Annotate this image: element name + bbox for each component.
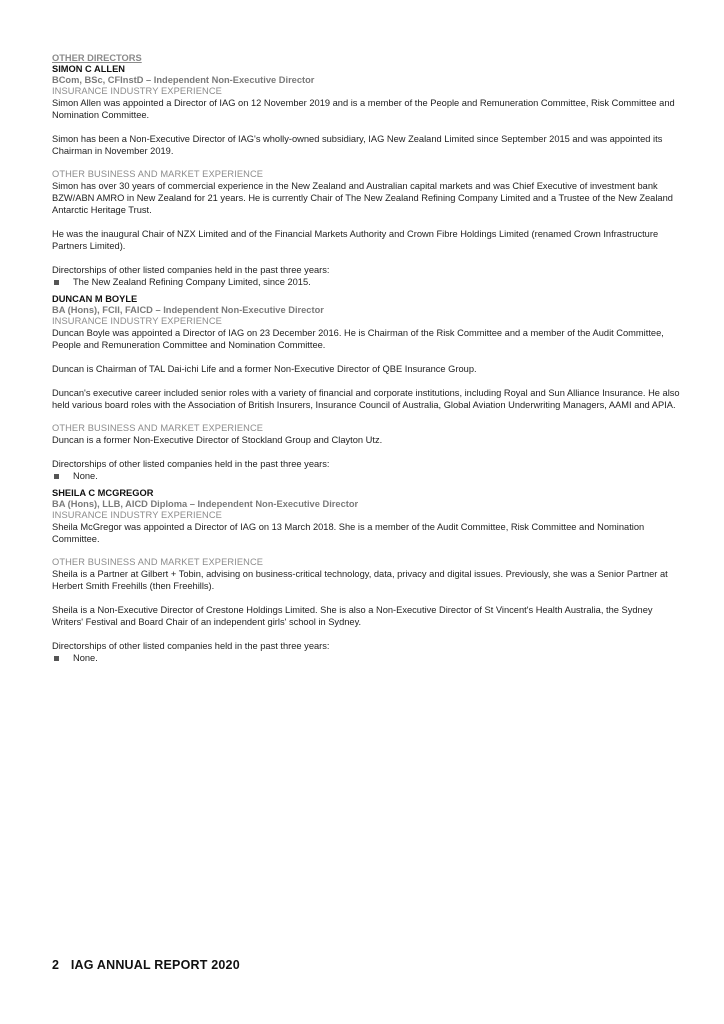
bullet-square-icon	[54, 656, 59, 661]
directorship-item	[52, 276, 682, 288]
directorship-text: The New Zealand Refining Company Limited, since 2015.	[73, 277, 311, 287]
director-qualifications: BA (Hons), LLB, AICD Diploma – Independent Non-Executive Director	[52, 499, 359, 509]
director-profile	[52, 488, 682, 664]
directorships-intro: Directorships of other listed companies held in the past three years:	[52, 265, 330, 275]
directors-list	[52, 64, 682, 664]
director-qualifications: BCom, BSc, CFInstD – Independent Non-Executive Director	[52, 75, 315, 85]
director-name: SHEILA C MCGREGOR	[52, 488, 154, 498]
director-profile	[52, 64, 682, 288]
directorship-text: None.	[73, 653, 98, 663]
insurance-experience-paragraph: Duncan is Chairman of TAL Dai-ichi Life and a former Non-Executive Director of QBE Insurance Group.	[52, 364, 477, 374]
directorships-intro: Directorships of other listed companies held in the past three years:	[52, 641, 330, 651]
report-title: IAG ANNUAL REPORT 2020	[70, 958, 240, 972]
directorships-intro: Directorships of other listed companies held in the past three years:	[52, 459, 330, 469]
directorships-list	[52, 652, 682, 664]
other-experience-heading: OTHER BUSINESS AND MARKET EXPERIENCE	[52, 423, 264, 433]
insurance-experience-paragraph: Sheila McGregor was appointed a Director of IAG on 13 March 2018. She is a member of the Audit Committee, Risk Committee and Nomination Committee.	[52, 522, 645, 544]
page-number: 2	[52, 958, 60, 972]
insurance-experience-paragraph: Simon Allen was appointed a Director of IAG on 12 November 2019 and is a member of the People and Remuneration Committee, Risk Committee and Nomination Committee.	[52, 98, 675, 120]
insurance-experience-heading: INSURANCE INDUSTRY EXPERIENCE	[52, 316, 222, 326]
insurance-experience-paragraph: Duncan's executive career included senior roles with a variety of financial and corporate institutions, including Royal and Sun Alliance Insurance. He also held various board roles with the Association of British Insurers, Insurance Council of Australia, Global Aviation Underwriting Managers, AAMI and APIA.	[52, 388, 680, 410]
other-experience-paragraph: He was the inaugural Chair of NZX Limited and of the Financial Markets Authority and Crown Fibre Holdings Limited (renamed Crown Infrastructure Partners Limited).	[52, 229, 659, 251]
insurance-experience-heading: INSURANCE INDUSTRY EXPERIENCE	[52, 510, 222, 520]
directorship-item	[52, 652, 682, 664]
director-profile	[52, 294, 682, 482]
page-footer	[52, 958, 240, 972]
document-page	[52, 52, 682, 670]
other-experience-heading: OTHER BUSINESS AND MARKET EXPERIENCE	[52, 169, 264, 179]
bullet-square-icon	[54, 474, 59, 479]
directorship-text: None.	[73, 471, 98, 481]
other-experience-heading: OTHER BUSINESS AND MARKET EXPERIENCE	[52, 557, 264, 567]
director-name: SIMON C ALLEN	[52, 64, 125, 74]
other-experience-paragraph: Sheila is a Partner at Gilbert + Tobin, advising on business-critical technology, data, privacy and digital issues. Previously, she was a Senior Partner at Herbert Smith Freehills (then Freehills).	[52, 569, 668, 591]
director-qualifications: BA (Hons), FCII, FAICD – Independent Non-Executive Director	[52, 305, 324, 315]
insurance-experience-paragraph: Duncan Boyle was appointed a Director of IAG on 23 December 2016. He is Chairman of the Risk Committee and a member of the Audit Committee, People and Remuneration Committee and Nomination Committee.	[52, 328, 664, 350]
other-experience-paragraph: Sheila is a Non-Executive Director of Crestone Holdings Limited. She is also a Non-Executive Director of St Vincent's Health Australia, the Sydney Writers' Festival and Board Chair of an independent girls' school in Sydney.	[52, 605, 653, 627]
other-experience-paragraph: Simon has over 30 years of commercial experience in the New Zealand and Australian capital markets and was Chief Executive of investment bank BZW/ABN AMRO in New Zealand for 21 years. He is currently Chair of The New Zealand Refining Company Limited and a Trustee of the New Zealand Antarctic Heritage Trust.	[52, 181, 673, 215]
directorships-list	[52, 276, 682, 288]
bullet-square-icon	[54, 280, 59, 285]
directorship-item	[52, 470, 682, 482]
director-name: DUNCAN M BOYLE	[52, 294, 138, 304]
section-heading: OTHER DIRECTORS	[52, 53, 142, 63]
insurance-experience-heading: INSURANCE INDUSTRY EXPERIENCE	[52, 86, 222, 96]
directorships-list	[52, 470, 682, 482]
insurance-experience-paragraph: Simon has been a Non-Executive Director of IAG's wholly-owned subsidiary, IAG New Zealand Limited since September 2015 and was appointed its Chairman in November 2019.	[52, 134, 663, 156]
other-experience-paragraph: Duncan is a former Non-Executive Director of Stockland Group and Clayton Utz.	[52, 435, 383, 445]
